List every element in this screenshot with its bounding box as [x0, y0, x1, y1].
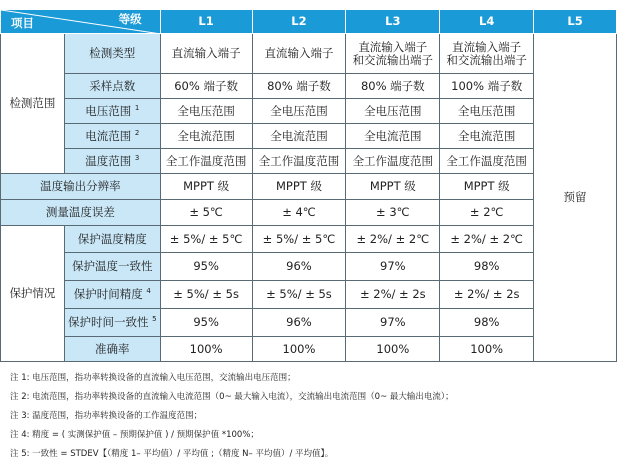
- footnote-ref: 2: [134, 128, 140, 137]
- cell-value: MPPT 级: [346, 174, 440, 200]
- cell-value: MPPT 级: [440, 174, 534, 200]
- cell-value: 全电压范围: [252, 99, 346, 124]
- row-label: 保护时间一致性 $^5$: [64, 309, 160, 337]
- cell-value: ± 2℃: [440, 200, 534, 226]
- cell-value: 全电压范围: [346, 99, 440, 124]
- cell-value: 直流输入端子 和交流输出端子: [440, 34, 534, 74]
- table-row: [1, 99, 617, 124]
- spec-table: [0, 9, 617, 362]
- cell-value: 全电流范围: [346, 124, 440, 149]
- cell-value: 98%: [440, 253, 534, 281]
- footnote-ref: 5: [152, 315, 157, 324]
- cell-value: 全电压范围: [160, 99, 252, 124]
- cell-value: 直流输入端子: [160, 34, 252, 74]
- table-row: [1, 149, 617, 174]
- level-header-l1: L1: [160, 10, 252, 34]
- cell-value: 全工作温度范围: [346, 149, 440, 174]
- level-header-l3: L3: [346, 10, 440, 34]
- footnote-ref: 1: [134, 103, 140, 112]
- row-label: 保护时间精度 $^4$: [64, 281, 160, 309]
- table-row: [1, 337, 617, 362]
- row-label: 温度范围 $^3$: [64, 149, 160, 174]
- cell-value: 全工作温度范围: [160, 149, 252, 174]
- footnote-2: 注 2: 电流范围，指功率转换设备的直流输入电流范围（0~ 最大输入电流），交流输出电流范围（0~ 最大输出电流）；: [10, 392, 454, 402]
- level-header-l2: L2: [252, 10, 346, 34]
- footnote-ref: 3: [134, 153, 140, 162]
- protection-group-label: 保护情况: [1, 226, 65, 362]
- cell-value: ± 2%/ ± 2s: [346, 281, 440, 309]
- cell-value: 全电流范围: [160, 124, 252, 149]
- footnotes: [10, 369, 610, 464]
- cell-value: 95%: [160, 253, 252, 281]
- footnote-5: 注 5: 一致性 = STDEV【（精度 1– 平均值）/ 平均值 ;（精度 N– 平均值）/ 平均值】。: [10, 449, 334, 459]
- row-label: 准确率: [64, 337, 160, 362]
- cell-value: ± 5℃: [160, 200, 252, 226]
- cell-value: ± 5%/ ± 5℃: [160, 226, 252, 253]
- table-row: [1, 34, 617, 74]
- detection-group-label: 检测范围: [1, 34, 65, 174]
- cell-value: 直流输入端子 和交流输出端子: [346, 34, 440, 74]
- cell-value: 直流输入端子: [252, 34, 346, 74]
- footnote-4: 注 4: 精度 = ( 实测保护值 – 预期保护值 ) / 预期保护值 *100%；: [10, 430, 259, 440]
- row-label: 电流范围 $^2$: [64, 124, 160, 149]
- cell-value: ± 2%/ ± 2s: [440, 281, 534, 309]
- footnote-3: 注 3: 温度范围，指功率转换设备的工作温度范围；: [10, 411, 203, 421]
- cell-value: ± 4℃: [252, 200, 346, 226]
- footnote-ref: 4: [146, 287, 151, 296]
- level-header-l4: L4: [440, 10, 534, 34]
- cell-value: ± 5%/ ± 5s: [252, 281, 346, 309]
- table-row: [1, 281, 617, 309]
- cell-value: ± 3℃: [346, 200, 440, 226]
- cell-value: 80% 端子数: [252, 74, 346, 99]
- cell-value: 全工作温度范围: [252, 149, 346, 174]
- cell-value: MPPT 级: [252, 174, 346, 200]
- row-label: 保护温度精度: [64, 226, 160, 253]
- l5-reserved: 预留: [534, 34, 617, 362]
- cell-value: 97%: [346, 309, 440, 337]
- row-label: 保护温度一致性: [64, 253, 160, 281]
- row-label: 电压范围 $^1$: [64, 99, 160, 124]
- level-header-l5: L5: [534, 10, 617, 34]
- cell-value: 80% 端子数: [346, 74, 440, 99]
- cell-value: 全电流范围: [440, 124, 534, 149]
- table-row: [1, 174, 617, 200]
- table-row: [1, 124, 617, 149]
- table-row: [1, 74, 617, 99]
- cell-value: 60% 端子数: [160, 74, 252, 99]
- cell-value: 97%: [346, 253, 440, 281]
- table-row: [1, 253, 617, 281]
- temp-output-label: 温度输出分辨率: [1, 174, 161, 200]
- cell-value: 100%: [252, 337, 346, 362]
- cell-value: ± 2%/ ± 2℃: [346, 226, 440, 253]
- level-label: 等级: [118, 12, 142, 26]
- cell-value: 98%: [440, 309, 534, 337]
- header-row: [1, 10, 617, 34]
- row-label: 采样点数: [64, 74, 160, 99]
- header-corner: [1, 10, 161, 34]
- cell-value: ± 5%/ ± 5s: [160, 281, 252, 309]
- table-row: [1, 200, 617, 226]
- table-row: [1, 309, 617, 337]
- cell-value: 96%: [252, 309, 346, 337]
- cell-value: 95%: [160, 309, 252, 337]
- cell-value: 100%: [160, 337, 252, 362]
- table-row: [1, 226, 617, 253]
- row-label: 检测类型: [64, 34, 160, 74]
- cell-value: 全电流范围: [252, 124, 346, 149]
- footnote-1: 注 1: 电压范围，指功率转换设备的直流输入电压范围，交流输出电压范围；: [10, 373, 296, 383]
- cell-value: 全电压范围: [440, 99, 534, 124]
- cell-value: ± 5%/ ± 5℃: [252, 226, 346, 253]
- cell-value: ± 2%/ ± 2℃: [440, 226, 534, 253]
- cell-value: 100% 端子数: [440, 74, 534, 99]
- cell-value: MPPT 级: [160, 174, 252, 200]
- cell-value: 全工作温度范围: [440, 149, 534, 174]
- cell-value: 100%: [440, 337, 534, 362]
- cell-value: 96%: [252, 253, 346, 281]
- temp-error-label: 测量温度误差: [1, 200, 161, 226]
- cell-value: 100%: [346, 337, 440, 362]
- item-label: 项目: [11, 16, 34, 30]
